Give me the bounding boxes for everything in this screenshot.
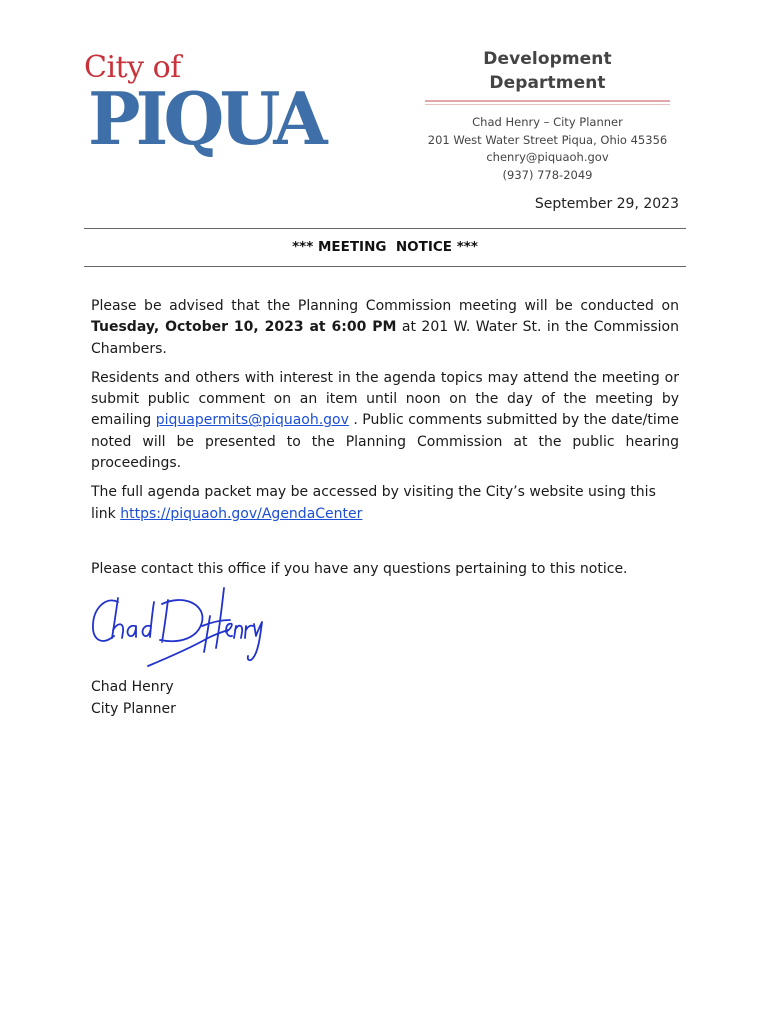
permits-email-link[interactable]: piquapermits@piquaoh.gov <box>155 412 349 429</box>
agenda-center-link[interactable]: https://piquaoh.gov/AgendaCenter <box>120 505 363 522</box>
logo-piqua-text: PIQUA <box>88 76 323 161</box>
top-divider <box>84 228 686 229</box>
department-header <box>425 47 670 184</box>
department-contact-block <box>425 114 670 184</box>
department-title: Development Department <box>483 49 612 93</box>
paragraph-meeting-info: Please be advised that the Planning Commission meeting will be conducted on Tuesday, October 10, 2023 at 6:00 PM at 201 W. Water St. in the Commission Chambers. <box>91 298 679 357</box>
meeting-datetime: Tuesday, October 10, 2023 at 6:00 PM <box>91 319 397 336</box>
bottom-divider <box>84 266 686 267</box>
city-of-piqua-logo <box>84 50 374 160</box>
contact-email: chenry@piquaoh.gov <box>486 150 609 164</box>
contact-phone: (937) 778-2049 <box>502 167 593 182</box>
department-rule-thin <box>425 104 670 105</box>
logo-city-of-text: City of <box>84 50 181 85</box>
paragraph-contact: Please contact this office if you have any questions pertaining to this notice. <box>91 561 628 577</box>
signer-title: City Planner <box>91 700 176 717</box>
meeting-notice-title: *** MEETING NOTICE *** <box>292 239 478 255</box>
contact-name: Chad Henry – City Planner <box>472 115 623 129</box>
signer-name: Chad Henry <box>91 679 174 695</box>
letter-date: September 29, 2023 <box>534 196 679 212</box>
signer-block <box>91 677 176 720</box>
letter-body <box>91 296 679 525</box>
handwritten-signature <box>88 586 268 668</box>
department-rule <box>425 100 670 102</box>
contact-address: 201 West Water Street Piqua, Ohio 45356 <box>427 132 668 147</box>
paragraph-public-comment: Residents and others with interest in the agenda topics may attend the meeting or submit public comment on an item until noon on the day of the meeting by emailing piquapermits@piquaoh.gov . Public comments submitted by the date/time noted will be presented to the Planning Commission at the public hearing proceedings. <box>91 369 679 472</box>
paragraph-agenda-packet: The full agenda packet may be accessed by visiting the City’s website using this link https://piquaoh.gov/AgendaCenter <box>91 484 656 522</box>
